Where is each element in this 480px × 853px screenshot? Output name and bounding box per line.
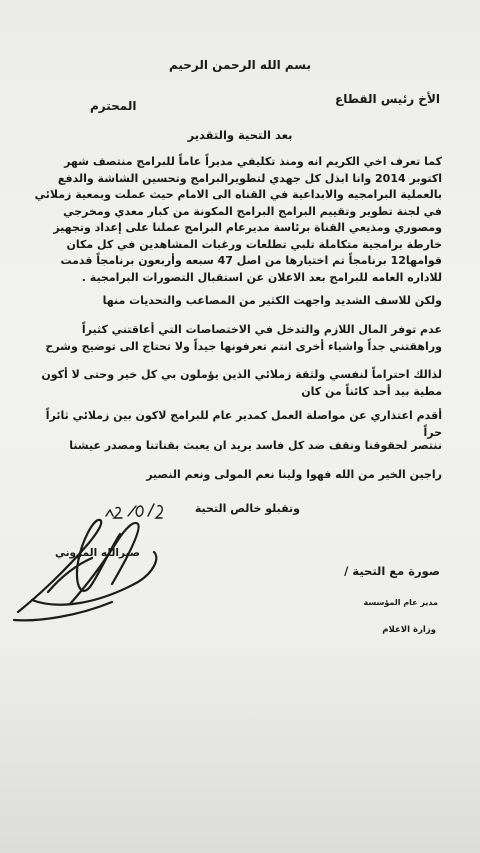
paragraph-rights: ننتصر لحقوقنا ونقف ضد كل فاسد يريد ان يعبث بقناتنا ومصدر عيشنا bbox=[69, 439, 442, 452]
signature-date-handwriting bbox=[106, 504, 162, 518]
handwritten-signature bbox=[8, 500, 168, 630]
paragraph-closing: وتقبلو خالص التحية bbox=[194, 502, 300, 515]
cc-recipient: مدير عام المؤسسة bbox=[363, 598, 438, 607]
paragraph-challenges: ولكن للاسف الشديد واجهت الكثير من المصاعب والتحديات منها bbox=[102, 294, 442, 307]
paragraph-resignation: أقدم اعتذاري عن مواصلة العمل كمدير عام للبرامج لاكون بين زملائي ثائراً حراً bbox=[45, 409, 442, 439]
greeting: بعد التحية والتقدير bbox=[187, 128, 293, 142]
cc-label: صورة مع التحية / bbox=[344, 564, 440, 578]
signer-name: صبرالله المروني bbox=[54, 547, 140, 559]
paragraph-respect: لذالك احتراماً لنفسي ولثقة زملائي الذين يؤملون بي كل خير وحتى لا أكون مطية بيد أحد كائناً من كان bbox=[41, 368, 442, 398]
honorific: المحترم bbox=[90, 99, 137, 113]
basmala-heading: بسم الله الرحمن الرحيم bbox=[168, 58, 312, 72]
paragraph-funding: عدم توفر المال اللازم والتدخل في الاختصاصات التي أعاقتني كثيراً وراهقتني جداً واشياء أخرى انتم تعرفونها جيداً ولا تحتاج الى توضيح وشرح bbox=[45, 323, 442, 353]
paragraph-intro: كما تعرف اخي الكريم انه ومنذ تكليفي مديراً عاماً للبرامج منتصف شهر اكتوبر 2014 وانا ابذل كل جهدي لتطويرالبرامج وتحسين الشاشة والدفع بالعملية البرامجيه والابداعية في القناه الى الامام حيث عملت وبمعية زملائي في لجنة تطوير وتقييم البرامج البرامج المكونة من كبار معدي ومخرجي ومصوري ومذيعي القناة برئاسة مديرعام البرامج عملنا على إعداد وتجهيز خارطة برامجية متكاملة تلبي تطلعات ورغبات المشاهدين في كل مكان قوامها12 برنامجاً تم اختيارها من اصل 47 سبعه وأربعون برنامجاً قدمت للاداره العامه للبرامج بعد الاعلان عن استقبال التصورات البرامجية . bbox=[34, 155, 442, 284]
addressee: الأخ رئيس القطاع bbox=[335, 92, 440, 106]
cc-recipient: وزارة الاعلام bbox=[382, 625, 436, 635]
paragraph-prayer: راجين الخير من الله فهوا ولينا نعم المولى ونعم النصير bbox=[146, 468, 442, 481]
